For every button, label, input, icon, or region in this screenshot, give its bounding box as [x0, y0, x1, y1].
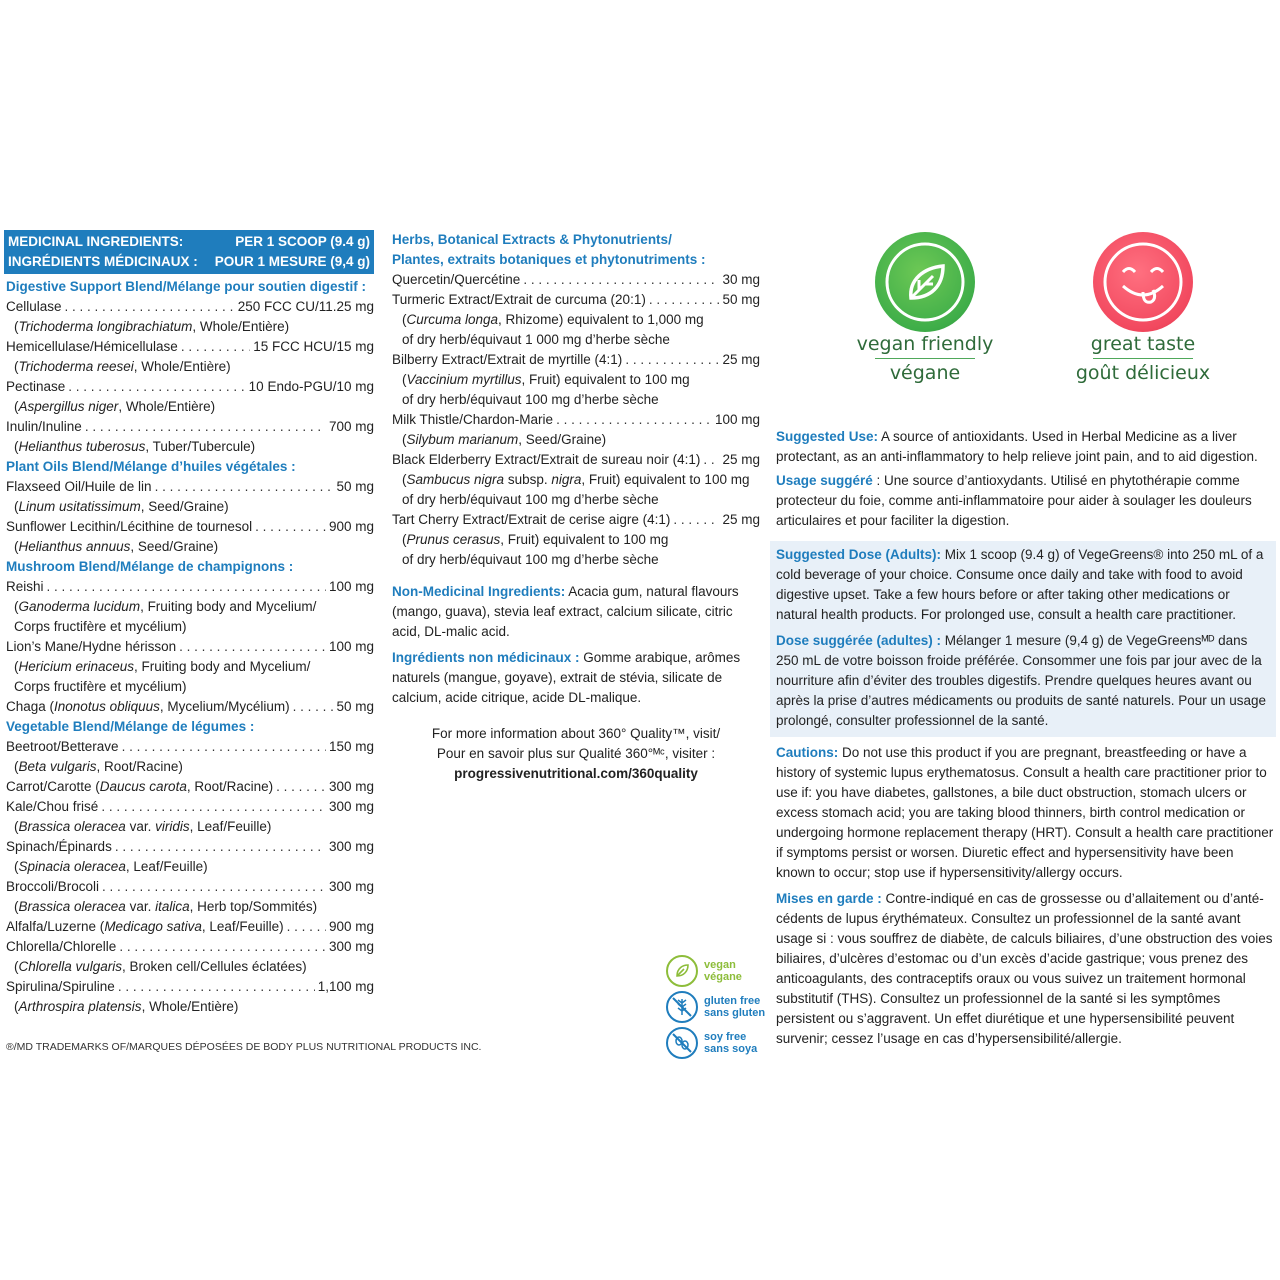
ingredient-line: Sunflower Lecithin/Lécithine de tournesol . . . 900 mg [4, 517, 374, 537]
mises-en-garde: Mises en garde : Contre-indiqué en cas de grossesse ou d’allaitement ou d’antécédents de lupus érythémateux. Consultez un professionnel de la santé avant usage si : vous souffrez de diabète, de calculs biliaires, d’une obstruction des voies biliaires, d’ulcères d’estomac ou d’un excès d’acide gastrique; vous prenez des anticoagulants, des contraceptifs oraux ou vous suivez un traitement hormonal substitutif (THS). Consultez un professionnel de la santé si les symptômes persistent ou s’aggravent. Un effet diurétique et une hypersensibilité peuvent survenir; cessez l’usage en cas d’hypersensibilité/allergie. [776, 891, 1273, 1046]
ingredient-line: Black Elderberry Extract/Extrait de sureau noir (4:1) . . . 25 mg [392, 450, 760, 470]
ingredient-line: Cellulase . . . 250 FCC CU/11.25 mg [4, 297, 374, 317]
ingredient-source: of dry herb/équivaut 100 mg d’herbe sèche [402, 392, 659, 407]
blend-list [4, 277, 374, 557]
ingredient-source: (Brassica oleracea var. viridis, Leaf/Feuille) [14, 819, 272, 834]
ingredient-source: of dry herb/équivaut 100 mg d’herbe sèche [402, 492, 659, 507]
ingredient-line: Lion’s Mane/Hydne hérisson . . . 100 mg [4, 637, 374, 657]
ingredient-source: (Linum usitatissimum, Seed/Graine) [14, 499, 229, 514]
ingredient-line: Inulin/Inuline . . . 700 mg [4, 417, 374, 437]
mushroom-blend-title: Mushroom Blend/Mélange de champignons : [6, 559, 294, 574]
blend-title: Plant Oils Blend/Mélange d’huiles végétales : [6, 459, 296, 474]
ingredient-source: (Trichoderma longibrachiatum, Whole/Entière) [14, 319, 290, 334]
no-wheat-icon [666, 991, 698, 1023]
ingredient-line: Bilberry Extract/Extrait de myrtille (4:1) . . . 25 mg [392, 350, 760, 370]
vegan-small: vegan végane [666, 955, 776, 987]
quality-url[interactable]: progressivenutritional.com/360quality [454, 766, 698, 781]
vegetable-blend-title: Vegetable Blend/Mélange de légumes : [6, 719, 255, 734]
dose-box [770, 541, 1276, 737]
vegan-leaf-icon [875, 232, 975, 332]
ingredient-source: (Beta vulgaris, Root/Racine) [14, 759, 183, 774]
ingredient-source: (Hericium erinaceus, Fruiting body and Mycelium/ [14, 659, 311, 674]
directions-column [776, 427, 1276, 1049]
ingredient-source: (Helianthus tuberosus, Tuber/Tubercule) [14, 439, 256, 454]
ingredient-source: (Curcuma longa, Rhizome) equivalent to 1,000 mg [402, 312, 704, 327]
ingredient-source: (Vaccinium myrtillus, Fruit) equivalent to 100 mg [402, 372, 690, 387]
herbs-column [392, 230, 760, 784]
ingredient-line: Turmeric Extract/Extrait de curcuma (20:1) . . . 50 mg [392, 290, 760, 310]
suggested-dose: Suggested Dose (Adults): Mix 1 scoop (9.4 g) of VegeGreens® into 250 mL of a cold beverage of your choice. Consume once daily and take with food to avoid digestive upset. Take a few hours before or after taking other medications or natural health products. For prolonged use, consult a health care practitioner. [776, 547, 1264, 622]
ingredient-source: of dry herb/équivaut 100 mg d’herbe sèche [402, 552, 659, 567]
ingredient-source: (Sambucus nigra subsp. nigra, Fruit) equivalent to 100 mg [402, 472, 750, 487]
ingredient-line: Flaxseed Oil/Huile de lin . . . 50 mg [4, 477, 374, 497]
ingredient-source: (Prunus cerasus, Fruit) equivalent to 100 mg [402, 532, 669, 547]
ingredient-line: Hemicellulase/Hémicellulase . . . 15 FCC HCU/15 mg [4, 337, 374, 357]
ingredient-source: Corps fructifère et mycélium) [14, 679, 187, 694]
ingredient-source: (Trichoderma reesei, Whole/Entière) [14, 359, 231, 374]
ingredient-line: Chaga (Inonotus obliquus, Mycelium/Mycélium) . . . 50 mg [4, 697, 374, 717]
ingredient-line: Spinach/Épinards . . . 300 mg [4, 837, 374, 857]
feature-badges [775, 228, 1275, 418]
trademark-footer: ®/MD TRADEMARKS OF/MARQUES DÉPOSÉES DE BODY PLUS NUTRITIONAL PRODUCTS INC. [6, 1041, 482, 1053]
header-left-en: MEDICINAL INGREDIENTS: [8, 234, 184, 249]
ingredient-source: (Aspergillus niger, Whole/Entière) [14, 399, 216, 414]
great-taste-badge: great taste goût délicieux [1063, 228, 1223, 385]
ingredient-line: Quercetin/Quercétine . . . 30 mg [392, 270, 760, 290]
ingredient-line: Spirulina/Spiruline . . . 1,100 mg [4, 977, 374, 997]
dose-suggeree: Dose suggérée (adultes) : Mélanger 1 mesure (9,4 g) de VegeGreensᴹᴰ dans 250 mL de votre boisson froide préférée. Consommer une fois par jour avec de la nourriture afin d’éviter des troubles digestifs. Prendre quelques heures avant ou après la prise d’autres médicaments ou produits de santé naturels. Pour un usage prolongé, consulter professionnel de la santé. [776, 633, 1267, 728]
herbs-title-fr: Plantes, extraits botaniques et phytonutriments : [392, 252, 706, 267]
ingredient-source: (Ganoderma lucidum, Fruiting body and Mycelium/ [14, 599, 317, 614]
ingredient-line: Tart Cherry Extract/Extrait de cerise aigre (4:1) . . . 25 mg [392, 510, 760, 530]
ingredient-source: (Brassica oleracea var. italica, Herb top/Sommités) [14, 899, 318, 914]
ingredient-line: Milk Thistle/Chardon-Marie . . . 100 mg [392, 410, 760, 430]
header-right-en: PER 1 SCOOP (9.4 g) [235, 234, 370, 249]
ingredient-line: Carrot/Carotte (Daucus carota, Root/Racine) . . . 300 mg [4, 777, 374, 797]
ingredient-source: (Chlorella vulgaris, Broken cell/Cellules éclatées) [14, 959, 307, 974]
ingredient-source: (Arthrospira platensis, Whole/Entière) [14, 999, 239, 1014]
ingredient-line: Pectinase . . . 10 Endo-PGU/10 mg [4, 377, 374, 397]
blend-title: Digestive Support Blend/Mélange pour soutien digestif : [6, 279, 367, 294]
non-medicinal-en: Non-Medicinal Ingredients: Acacia gum, natural flavours (mango, guava), stevia leaf extract, calcium silicate, citric acid, DL-malic acid. [392, 584, 739, 639]
non-medicinal-fr: Ingrédients non médicinaux : Gomme arabique, arômes naturels (mangue, goyave), extrait de stévia, silicate de calcium, acide citrique, acide DL-malique. [392, 650, 741, 705]
ingredient-source: (Helianthus annuus, Seed/Graine) [14, 539, 219, 554]
ingredient-line: Chlorella/Chlorelle . . . 300 mg [4, 937, 374, 957]
diet-icons [666, 955, 776, 1063]
medicinal-ingredients-column [4, 230, 374, 1017]
cautions: Cautions: Do not use this product if you are pregnant, breastfeeding or have a history of systemic lupus erythematosus. Consult a health care practitioner prior to use if: you have diabetes, gallstones, a bile duct obstruction, stomach ulcers or excess stomach acid; you are taking blood thinners, birth control medication or undergoing hormone replacement therapy (HRT). Consult a health care practitioner if symptoms persist or worsen. Diuretic effect and hypersensitivity have been known to occur; stop use if hypersensitivity/allergy occurs. [776, 745, 1274, 880]
no-soy-icon [666, 1027, 698, 1059]
usage-suggere: Usage suggéré : Une source d’antioxydants. Utilisé en phytothérapie comme protecteur du foie, comme anti-inflammatoire pour aider à soulager les douleurs articulaires et pour faciliter la digestion. [776, 473, 1252, 528]
smiley-tongue-icon [1093, 232, 1193, 332]
ingredient-line: Beetroot/Betterave . . . 150 mg [4, 737, 374, 757]
soy-free-small: soy free sans soya [666, 1027, 776, 1059]
ingredient-line: Reishi . . . 100 mg [4, 577, 374, 597]
header-left-fr: INGRÉDIENTS MÉDICINAUX : [8, 254, 198, 269]
gluten-free-small: gluten free sans gluten [666, 991, 776, 1023]
leaf-icon [666, 955, 698, 987]
header-right-fr: POUR 1 MESURE (9,4 g) [214, 254, 370, 269]
ingredient-source: Corps fructifère et mycélium) [14, 619, 187, 634]
ingredients-header [4, 230, 374, 274]
vegan-friendly-badge: vegan friendly végane [845, 228, 1005, 385]
herbs-title: Herbs, Botanical Extracts & Phytonutrients/ [392, 232, 672, 247]
ingredient-source: (Spinacia oleracea, Leaf/Feuille) [14, 859, 208, 874]
ingredient-line: Alfalfa/Luzerne (Medicago sativa, Leaf/Feuille) . . . 900 mg [4, 917, 374, 937]
ingredient-line: Broccoli/Brocoli . . . 300 mg [4, 877, 374, 897]
ingredient-source: of dry herb/équivaut 1 000 mg d’herbe sèche [402, 332, 670, 347]
ingredient-line: Kale/Chou frisé . . . 300 mg [4, 797, 374, 817]
quality-info: For more information about 360° Quality™, visit/ Pour en savoir plus sur Qualité 360°ᴹᶜ, visiter : progressivenutritional.com/360quality [392, 724, 760, 784]
suggested-use: Suggested Use: A source of antioxidants. Used in Herbal Medicine as a liver protectant, as an anti-inflammatory to help relieve joint pain, and to aid digestion. [776, 429, 1258, 464]
ingredient-source: (Silybum marianum, Seed/Graine) [402, 432, 607, 447]
